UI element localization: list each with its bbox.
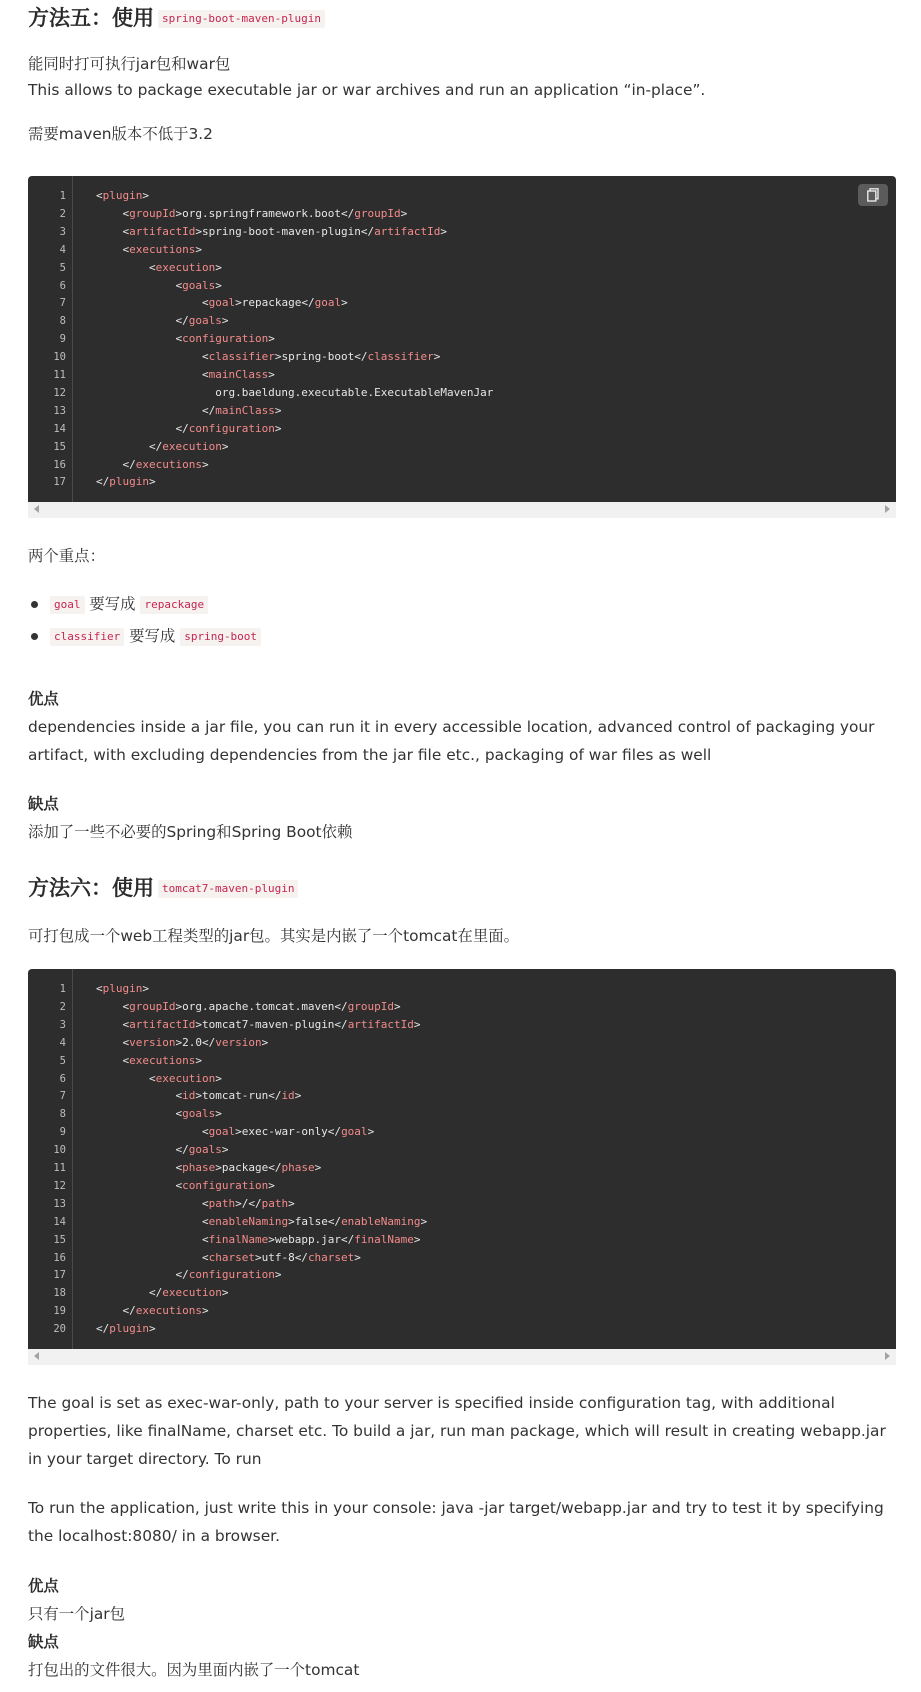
scroll-left-arrow-icon[interactable]	[34, 505, 39, 513]
line-number: 3	[59, 1018, 66, 1031]
section6-para2: To run the application, just write this in your console: java -jar target/webapp.jar and try to test it by specifying the localhost:8080/ in a browser.	[28, 1499, 884, 1545]
code-line: <charset>utf-8</charset>	[96, 1250, 361, 1264]
line-number: 12	[53, 386, 66, 399]
code-line: <finalName>webapp.jar</finalName>	[96, 1232, 421, 1246]
code-line: </executions>	[96, 1304, 209, 1318]
pros-label: 优点	[28, 1577, 59, 1595]
cons-text: 打包出的文件很大。因为里面内嵌了一个tomcat	[28, 1661, 360, 1679]
section6-intro: 可打包成一个web工程类型的jar包。其实是内嵌了一个tomcat在里面。	[28, 927, 519, 945]
copy-icon	[867, 188, 879, 202]
section5-heading-text: 方法五：使用	[28, 6, 154, 30]
line-number: 9	[59, 333, 66, 346]
code-line: <plugin>	[96, 982, 149, 995]
code-line: <configuration>	[96, 1178, 275, 1192]
line-number: 5	[59, 261, 66, 274]
code-line: </executions>	[96, 457, 209, 471]
line-number: 13	[53, 404, 66, 417]
line-number: 7	[59, 297, 66, 310]
line-number: 17	[53, 1269, 66, 1282]
code-line: <goals>	[96, 1107, 222, 1121]
code-line: <groupId>org.apache.tomcat.maven</groupId>	[96, 999, 401, 1013]
code-line: <executions>	[96, 242, 202, 256]
line-number: 18	[53, 1287, 66, 1300]
line-number: 9	[59, 1126, 66, 1139]
bullet-code: classifier	[50, 628, 124, 646]
line-number: 16	[53, 458, 66, 471]
code-line: <groupId>org.springframework.boot</groupId>	[96, 206, 408, 220]
line-number: 6	[59, 1072, 66, 1085]
code-line: </configuration>	[96, 421, 282, 435]
code-line: <version>2.0</version>	[96, 1035, 269, 1049]
section5-heading	[28, 5, 325, 31]
bullet-code2: spring-boot	[180, 628, 261, 646]
code-block-1	[28, 176, 896, 502]
code-line: </goals>	[96, 1143, 229, 1157]
line-number: 14	[53, 1215, 66, 1228]
code-line: <configuration>	[96, 332, 275, 346]
code-line: </plugin>	[96, 475, 156, 489]
line-number: 17	[53, 476, 66, 489]
key-points-list	[28, 588, 261, 652]
section6-heading	[28, 875, 298, 901]
line-number: 12	[53, 1179, 66, 1192]
list-item	[28, 588, 261, 620]
code-line: org.baeldung.executable.ExecutableMavenJar	[96, 385, 494, 399]
line-number: 8	[59, 315, 66, 328]
code-line: <goals>	[96, 278, 222, 292]
scroll-right-arrow-icon[interactable]	[885, 505, 890, 513]
code-line: <plugin>	[96, 189, 149, 202]
code-line: </goals>	[96, 314, 229, 328]
code-line: <executions>	[96, 1053, 202, 1067]
section6-heading-code: tomcat7-maven-plugin	[158, 880, 298, 898]
line-number: 1	[59, 983, 66, 995]
code-line: </mainClass>	[96, 403, 282, 417]
code-line: <artifactId>tomcat7-maven-plugin</artifactId>	[96, 1017, 421, 1031]
line-number: 10	[53, 351, 66, 364]
line-number: 10	[53, 1144, 66, 1157]
code-block-2	[28, 969, 896, 1349]
key-points-label: 两个重点：	[28, 547, 105, 565]
code-line: <classifier>spring-boot</classifier>	[96, 350, 441, 364]
section6-heading-text: 方法六：使用	[28, 876, 154, 900]
cons-label: 缺点	[28, 795, 59, 813]
code-line: <id>tomcat-run</id>	[96, 1089, 302, 1103]
section5-line1: 能同时打可执行jar包和war包	[28, 55, 231, 73]
cons-label: 缺点	[28, 1633, 59, 1651]
pros-text: 只有一个jar包	[28, 1605, 125, 1623]
line-number: 2	[59, 207, 66, 220]
line-number: 7	[59, 1090, 66, 1103]
bullet-text: 要写成	[124, 627, 181, 645]
line-number-gutter	[28, 176, 73, 502]
code-line: <path>/</path>	[96, 1196, 295, 1210]
line-number: 19	[53, 1305, 66, 1318]
line-number: 6	[59, 279, 66, 292]
pros-label: 优点	[28, 690, 59, 708]
code-line: <execution>	[96, 260, 222, 274]
code-line: <execution>	[96, 1071, 222, 1085]
code-line: <goal>exec-war-only</goal>	[96, 1125, 375, 1139]
list-item	[28, 620, 261, 652]
code-line: </execution>	[96, 1286, 229, 1300]
code-line: <artifactId>spring-boot-maven-plugin</artifactId>	[96, 224, 448, 238]
line-number: 3	[59, 225, 66, 238]
line-number: 15	[53, 440, 66, 453]
cons-text: 添加了一些不必要的Spring和Spring Boot依赖	[28, 823, 353, 841]
section5-maven-req: 需要maven版本不低于3.2	[28, 125, 213, 143]
line-number: 4	[59, 243, 66, 256]
code-line: <enableNaming>false</enableNaming>	[96, 1214, 428, 1228]
line-number: 15	[53, 1233, 66, 1246]
bullet-code2: repackage	[140, 596, 208, 614]
scroll-right-arrow-icon[interactable]	[885, 1352, 890, 1360]
section5-heading-code: spring-boot-maven-plugin	[158, 10, 325, 28]
line-number: 13	[53, 1197, 66, 1210]
line-number: 11	[53, 1162, 66, 1174]
code-line: </execution>	[96, 439, 229, 453]
line-number: 11	[53, 369, 66, 381]
line-number: 14	[53, 422, 66, 435]
line-number: 1	[59, 190, 66, 202]
line-number: 4	[59, 1036, 66, 1049]
code-line: <mainClass>	[96, 368, 275, 381]
section5-line2: This allows to package executable jar or war archives and run an application “in-place”.	[28, 81, 706, 99]
pros-text: dependencies inside a jar file, you can run it in every accessible location, advanced control of packaging your artifact, with excluding dependencies from the jar file etc., packaging of war files as well	[28, 718, 875, 764]
code-line: <goal>repackage</goal>	[96, 296, 348, 310]
line-number: 5	[59, 1054, 66, 1067]
line-number: 8	[59, 1108, 66, 1121]
section6-para1: The goal is set as exec-war-only, path to your server is specified inside configuration tag, with additional properties, like finalName, charset etc. To build a jar, run man package, which will result in creating webapp.jar in your target directory. To run	[28, 1394, 886, 1468]
code-line: </plugin>	[96, 1322, 156, 1336]
line-number: 2	[59, 1000, 66, 1013]
code-line: <phase>package</phase>	[96, 1161, 322, 1174]
bullet-text: 要写成	[84, 595, 141, 613]
scroll-left-arrow-icon[interactable]	[34, 1352, 39, 1360]
code-line: </configuration>	[96, 1268, 282, 1282]
bullet-code: goal	[50, 596, 85, 614]
line-number-gutter	[28, 969, 73, 1349]
horizontal-scrollbar[interactable]	[28, 1349, 896, 1365]
line-number: 20	[53, 1323, 66, 1336]
copy-button[interactable]	[858, 184, 888, 206]
horizontal-scrollbar[interactable]	[28, 502, 896, 518]
line-number: 16	[53, 1251, 66, 1264]
